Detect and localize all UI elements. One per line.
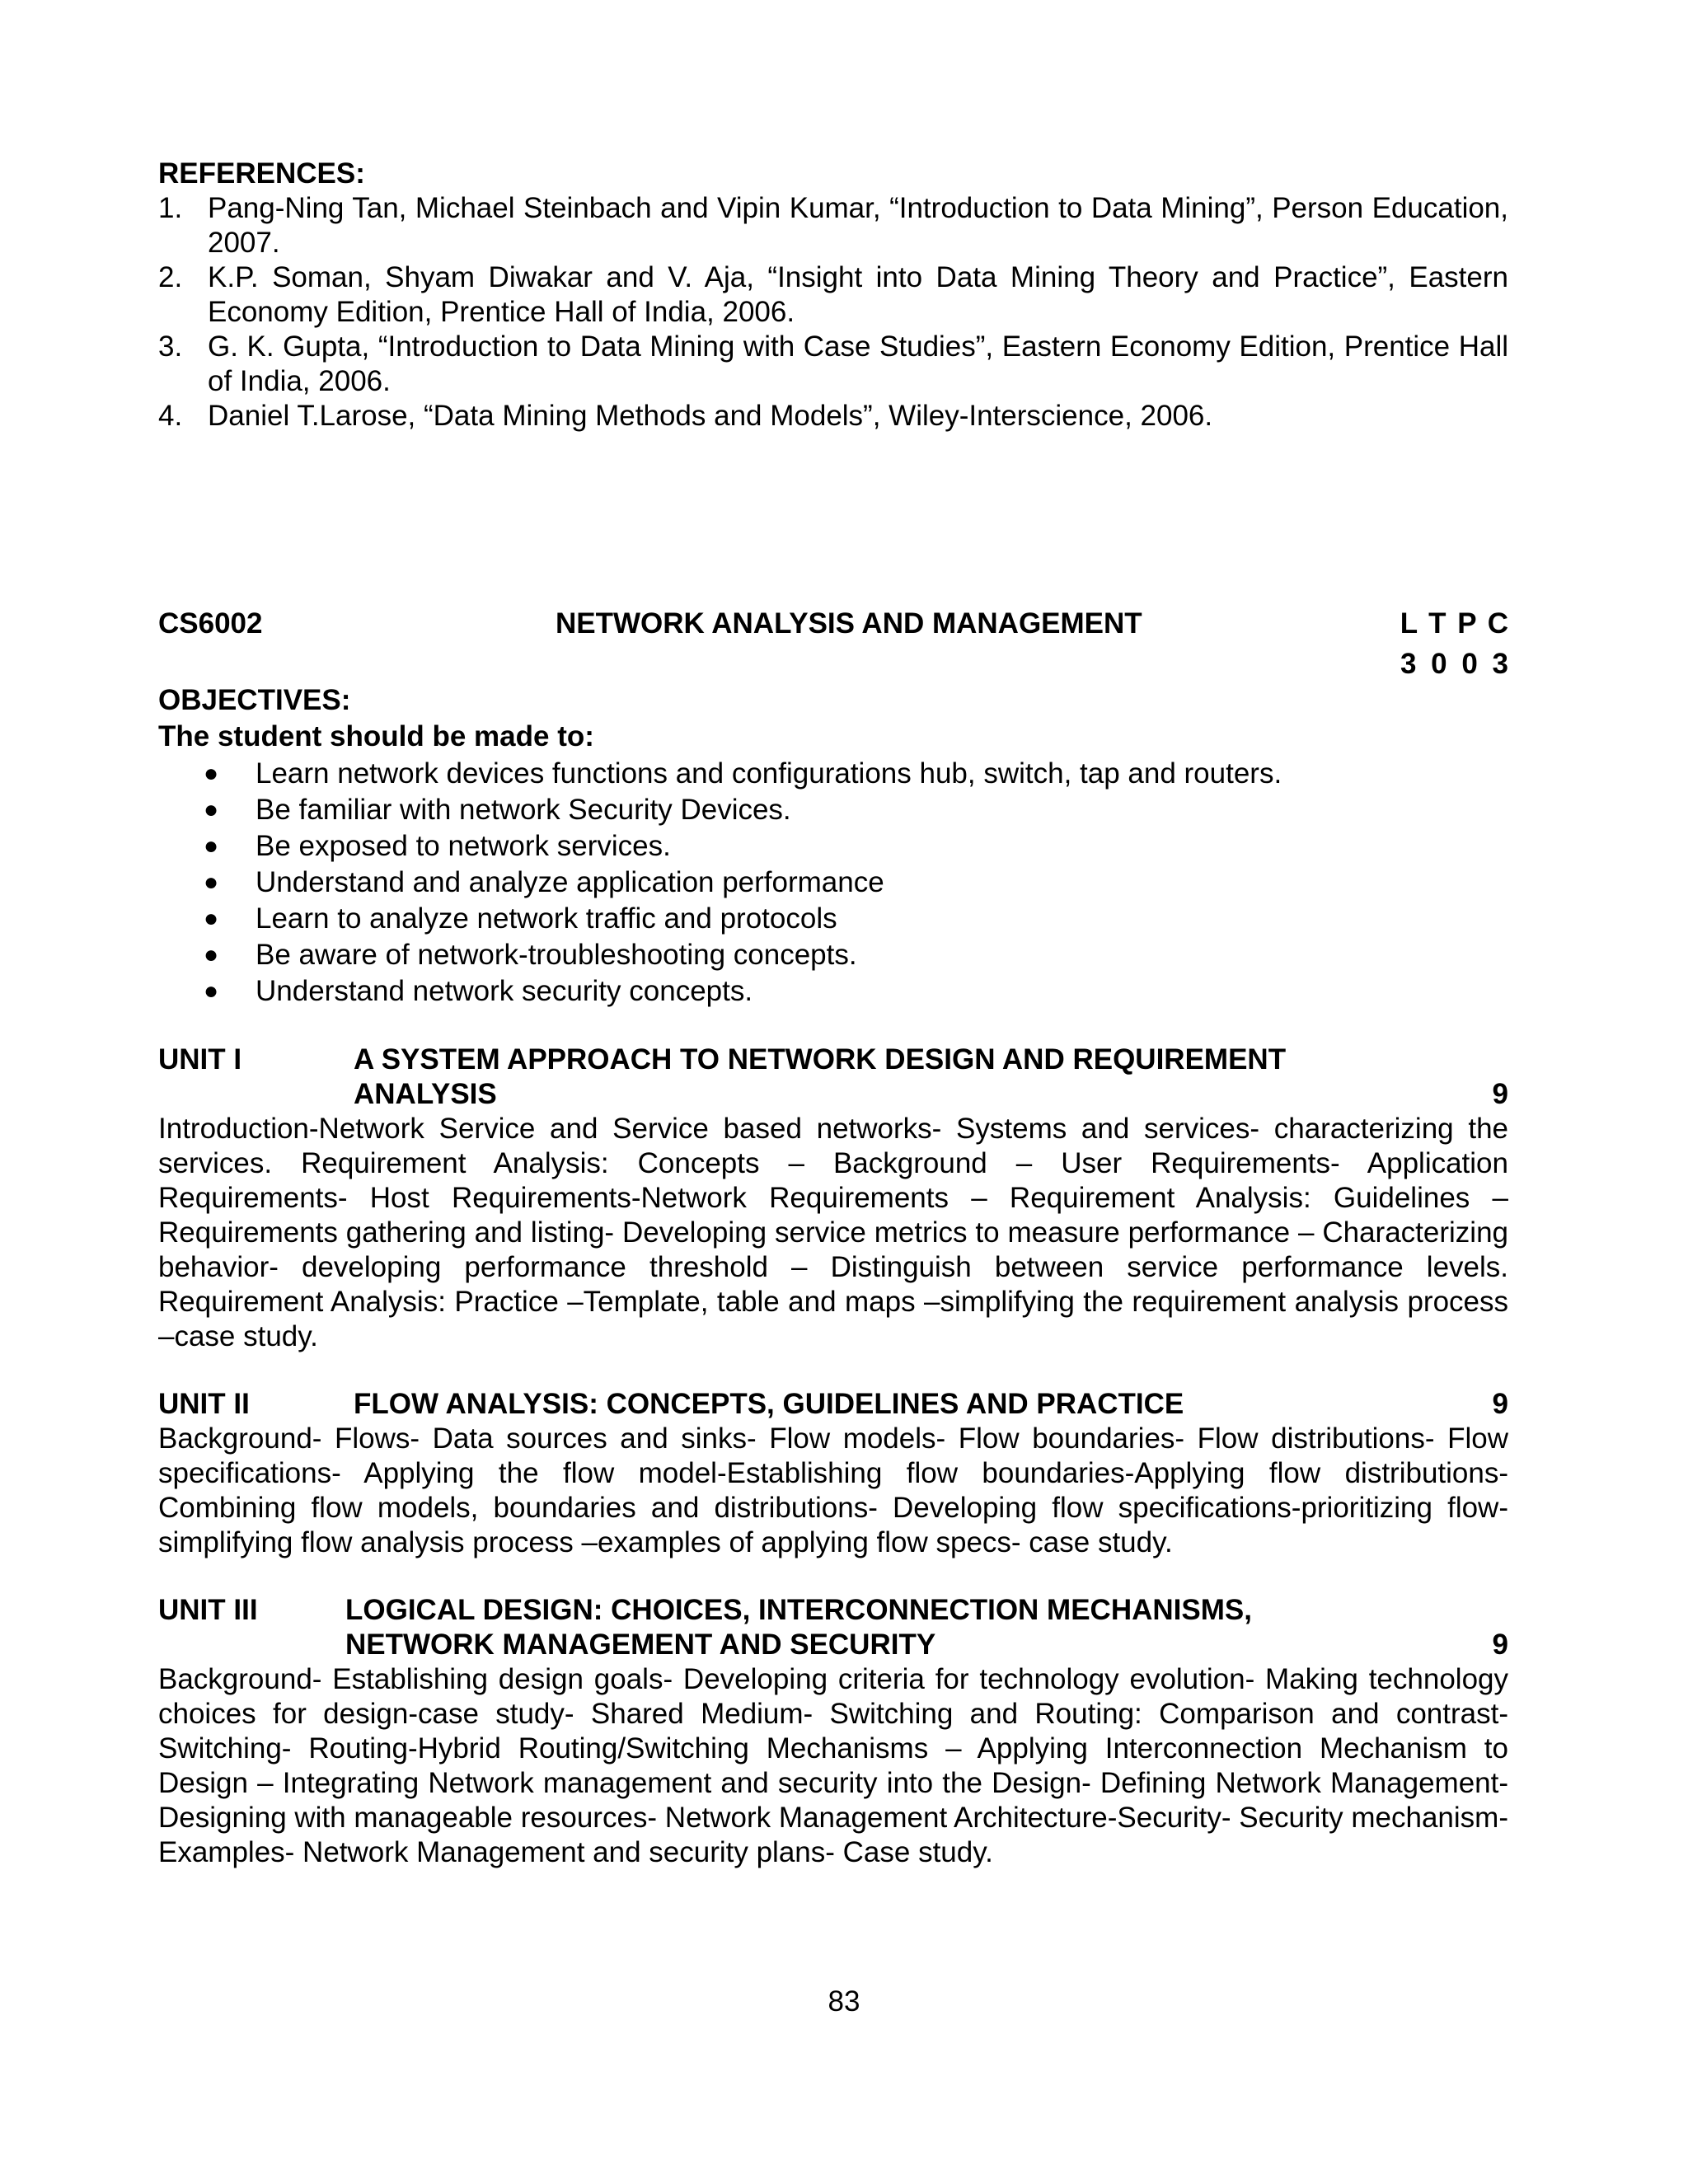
page-number: 83 — [828, 1985, 860, 2018]
reference-item — [158, 330, 1508, 399]
objective-item — [158, 937, 1508, 973]
objectives-list — [158, 756, 1508, 1010]
bullet-icon: ● — [204, 832, 219, 860]
unit-1-section — [158, 1043, 1508, 1354]
reference-text: G. K. Gupta, “Introduction to Data Mining with Case Studies”, Eastern Economy Edition, Prentice Hall of India, 2006. — [208, 330, 1508, 397]
objective-item — [158, 828, 1508, 865]
objective-text: Understand network security concepts. — [256, 975, 753, 1007]
ltpc-values: 3 0 0 3 — [1400, 648, 1508, 680]
course-code: CS6002 — [158, 607, 263, 640]
references-list — [158, 191, 1508, 434]
ltpc-label: L T P C — [1400, 607, 1508, 640]
bullet-icon: ● — [204, 796, 219, 823]
bullet-icon: ● — [204, 869, 219, 896]
reference-text: Daniel T.Larose, “Data Mining Methods and Models”, Wiley-Interscience, 2006. — [208, 400, 1213, 432]
page-content — [158, 157, 1508, 1870]
references-section — [158, 157, 1508, 434]
course-heading-row — [158, 607, 1508, 641]
objective-text: Be exposed to network services. — [256, 830, 671, 862]
objective-item — [158, 756, 1508, 792]
course-header — [158, 607, 1508, 682]
unit-title: FLOW ANALYSIS: CONCEPTS, GUIDELINES AND PRACTICE — [354, 1388, 1184, 1420]
reference-item — [158, 260, 1508, 330]
unit-label: UNIT III — [158, 1594, 258, 1626]
unit-hours: 9 — [1492, 1388, 1508, 1420]
unit-3-heading — [158, 1593, 1508, 1662]
reference-number: 3. — [158, 330, 183, 363]
unit-2-heading — [158, 1387, 1508, 1422]
objective-text: Understand and analyze application performance — [256, 866, 884, 898]
objective-item — [158, 792, 1508, 828]
unit-heading-line — [158, 1077, 1508, 1112]
course-title: NETWORK ANALYSIS AND MANAGEMENT — [556, 607, 1142, 640]
reference-number: 4. — [158, 400, 183, 432]
bullet-icon: ● — [204, 941, 219, 968]
unit-3-section — [158, 1593, 1508, 1870]
reference-number: 1. — [158, 192, 183, 224]
objective-item — [158, 973, 1508, 1010]
unit-heading-line — [158, 1593, 1508, 1628]
bullet-icon: ● — [204, 905, 219, 932]
unit-3-body: Background- Establishing design goals- Developing criteria for technology evolution- Making technology choices for design-case study- Shared Medium- Switching and Routing: Comparison and contrast- Switching- Routing-Hybrid Routing/Switching Mechanisms – Applying Interconnection Mechanism to Design – Integrating Network management and security into the Design- Defining Network Management- Designing with manageable resources- Network Management Architecture-Security- Security mechanism- Examples- Network Management and security plans- Case study. — [158, 1663, 1508, 1868]
unit-heading-line — [158, 1043, 1508, 1077]
reference-number: 2. — [158, 261, 183, 293]
reference-text: Pang-Ning Tan, Michael Steinbach and Vipin Kumar, “Introduction to Data Mining”, Person Education, 2007. — [208, 192, 1508, 259]
bullet-icon: ● — [204, 977, 219, 1005]
unit-1-heading — [158, 1043, 1508, 1112]
objective-text: Learn to analyze network traffic and protocols — [256, 902, 837, 935]
unit-label: UNIT II — [158, 1388, 250, 1420]
reference-item — [158, 191, 1508, 260]
objective-text: Be familiar with network Security Devices. — [256, 794, 791, 826]
unit-2-section — [158, 1387, 1508, 1560]
objective-text: Be aware of network-troubleshooting concepts. — [256, 939, 857, 971]
unit-hours: 9 — [1492, 1629, 1508, 1661]
reference-item — [158, 399, 1508, 434]
unit-heading-line — [158, 1387, 1508, 1422]
objective-text: Learn network devices functions and configurations hub, switch, tap and routers. — [256, 757, 1282, 790]
unit-title: LOGICAL DESIGN: CHOICES, INTERCONNECTION MECHANISMS, — [345, 1594, 1252, 1626]
objectives-subheading: The student should be made to: — [158, 720, 594, 752]
reference-text: K.P. Soman, Shyam Diwakar and V. Aja, “Insight into Data Mining Theory and Practice”, Eastern Economy Edition, Prentice Hall of India, 2006. — [208, 261, 1508, 328]
unit-title-continued: ANALYSIS — [354, 1078, 497, 1110]
unit-heading-line — [158, 1628, 1508, 1662]
unit-hours: 9 — [1492, 1078, 1508, 1110]
unit-2-body: Background- Flows- Data sources and sinks- Flow models- Flow boundaries- Flow distributions- Flow specifications- Applying the flow model-Establishing flow boundaries-Applying flow distributions-Combining flow models, boundaries and distributions- Developing flow specifications-prioritizing flow-simplifying flow analysis process –examples of applying flow specs- case study. — [158, 1422, 1508, 1558]
unit-label: UNIT I — [158, 1043, 242, 1076]
objectives-section — [158, 683, 1508, 1010]
unit-title-continued: NETWORK MANAGEMENT AND SECURITY — [345, 1629, 936, 1661]
references-heading: REFERENCES: — [158, 157, 365, 190]
objective-item — [158, 865, 1508, 901]
unit-1-body: Introduction-Network Service and Service based networks- Systems and services- characterizing the services. Requirement Analysis: Concepts – Background – User Requirements- Application Requirements- Host Requirements-Network Requirements – Requirement Analysis: Guidelines – Requirements gathering and listing- Developing service metrics to measure performance – Characterizing behavior- developing performance threshold – Distinguish between service performance levels. Requirement Analysis: Practice –Template, table and maps –simplifying the requirement analysis process –case study. — [158, 1113, 1508, 1352]
objectives-heading: OBJECTIVES: — [158, 684, 351, 716]
bullet-icon: ● — [204, 760, 219, 787]
objective-item — [158, 901, 1508, 937]
unit-title: A SYSTEM APPROACH TO NETWORK DESIGN AND REQUIREMENT — [354, 1043, 1287, 1076]
